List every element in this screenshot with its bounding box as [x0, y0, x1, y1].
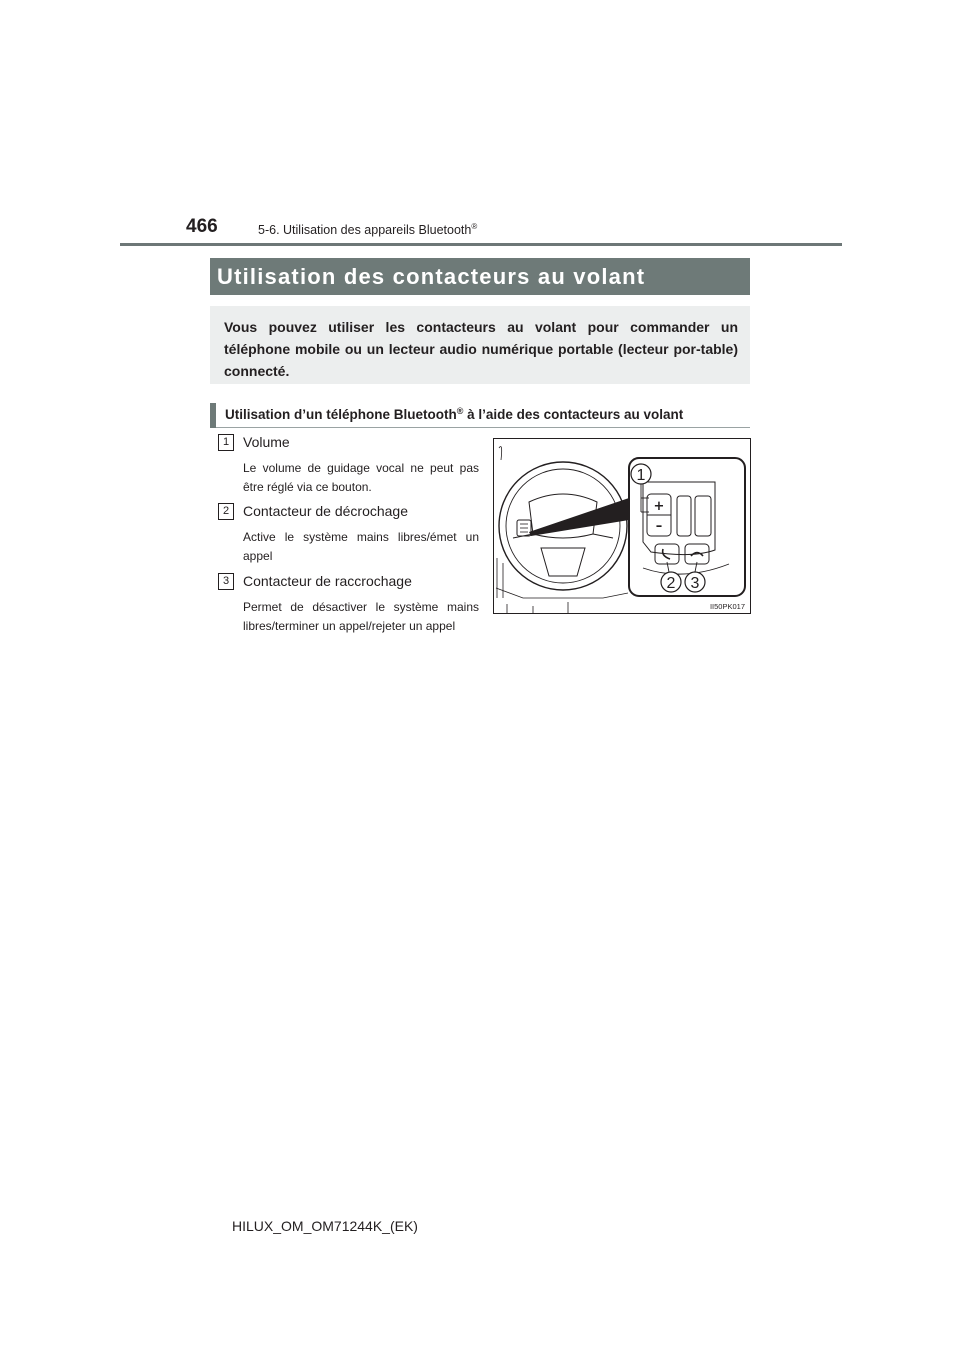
item-description-3: Permet de désactiver le système mains libres/terminer un appel/rejeter un appel	[243, 600, 479, 633]
item-description-2: Active le système mains libres/émet un appel	[243, 530, 479, 563]
subsection-text-after: à l’aide des contacteurs au volant	[463, 407, 684, 422]
intro-box	[210, 306, 750, 384]
subsection-bar	[210, 403, 216, 428]
item-title-1: Volume	[243, 434, 290, 450]
subsection-registered-mark: ®	[456, 406, 464, 416]
subsection-text	[225, 406, 683, 422]
item-number-3: 3	[218, 573, 234, 590]
intro-text: Vous pouvez utiliser les contacteurs au volant pour commander un téléphone mobile ou un lecteur audio numérique portable (lecteur por-table) connecté.	[224, 319, 738, 379]
callout-label-2: 2	[666, 575, 676, 592]
item-title-2: Contacteur de décrochage	[243, 503, 408, 519]
item-description-1: Le volume de guidage vocal ne peut pas être réglé via ce bouton.	[243, 461, 479, 494]
section-reference	[258, 222, 477, 237]
page-title: Utilisation des contacteurs au volant	[210, 258, 750, 295]
subsection-heading	[210, 403, 750, 428]
section-reference-text: 5-6. Utilisation des appareils Bluetooth	[258, 223, 472, 237]
registered-mark: ®	[471, 222, 478, 231]
volume-plus-symbol: +	[653, 499, 665, 514]
item-title-3: Contacteur de raccrochage	[243, 573, 412, 589]
volume-minus-symbol: –	[655, 519, 663, 534]
item-number-1: 1	[218, 434, 234, 451]
steering-wheel-illustration	[493, 438, 751, 614]
callout-label-3: 3	[690, 575, 700, 592]
page-number: 466	[186, 216, 218, 237]
header-rule	[120, 243, 842, 246]
figure-code: II50PK017	[709, 602, 745, 611]
subsection-text-before: Utilisation d’un téléphone Bluetooth	[225, 407, 457, 422]
item-number-2: 2	[218, 503, 234, 520]
callout-label-1: 1	[636, 467, 646, 484]
steering-switch-figure	[493, 438, 751, 614]
document-code: HILUX_OM_OM71244K_(EK)	[232, 1218, 418, 1234]
